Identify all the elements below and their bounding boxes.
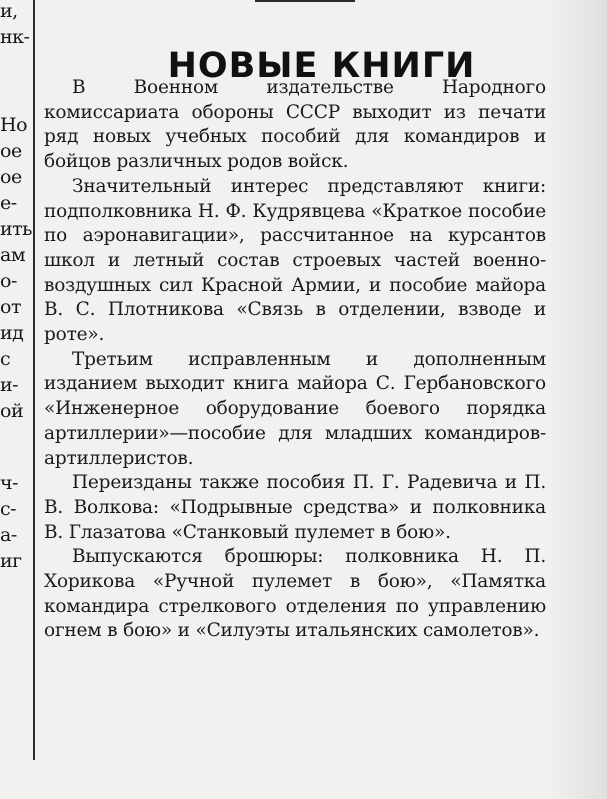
left-fragment: от xyxy=(0,296,21,318)
left-fragment: ое xyxy=(0,140,22,162)
left-fragment: ое xyxy=(0,166,22,188)
left-fragment: ам xyxy=(0,244,26,266)
article-paragraph: Значительный интерес представляют книги: подполковника Н. Ф. Кудрявцева «Краткое пособие по аэронавигации», рассчитанное на курсантов школ и летный состав строевых частей военно-воздушных сил Красной Армии, и пособие майора В. С. Плотникова «Связь в отделении, взводе и роте». xyxy=(44,175,546,346)
article-paragraph: Выпускаются брошюры: полковника Н. П. Хорикова «Ручной пулемет в бою», «Памятка командира стрелкового отделения по управлению огнем в бою» и «Силуэты итальянских самолетов». xyxy=(44,546,546,642)
article-paragraph: В Военном издательстве Народного комиссариата обороны СССР выходит из печати ряд новых учебных пособий для командиров и бойцов различных родов войск. xyxy=(44,77,546,173)
left-fragment: ой xyxy=(0,400,24,422)
article-body xyxy=(44,76,546,644)
left-fragment: Но xyxy=(0,114,28,136)
left-fragment: с xyxy=(0,348,11,370)
left-fragment: ч- xyxy=(0,472,18,494)
column-divider xyxy=(33,0,35,760)
adjacent-column-fragment xyxy=(0,0,33,799)
left-fragment: и- xyxy=(0,374,19,396)
left-fragment: с- xyxy=(0,498,17,520)
left-fragment: нк- xyxy=(0,26,30,48)
left-fragment: е- xyxy=(0,192,17,214)
left-fragment: ить xyxy=(0,218,33,240)
article-headline: НОВЫЕ КНИГИ xyxy=(167,46,476,87)
left-fragment: о- xyxy=(0,270,17,292)
article-paragraph: Переизданы также пособия П. Г. Радевича и П. В. Волкова: «Подрывные средства» и полковника В. Глазатова «Станковый пулемет в бою». xyxy=(44,472,546,543)
left-fragment: и, xyxy=(0,0,18,22)
left-fragment: а- xyxy=(0,524,17,546)
top-rule xyxy=(255,0,355,2)
left-fragment: иг xyxy=(0,550,22,572)
page-edge-shadow xyxy=(547,0,607,799)
article-paragraph: Третьим исправленным и дополненным изданием выходит книга майора С. Гербановского «Инженерное оборудование боевого порядка артиллерии»—пособие для младших командиров-артиллеристов. xyxy=(44,348,546,469)
left-fragment: ид xyxy=(0,322,24,344)
